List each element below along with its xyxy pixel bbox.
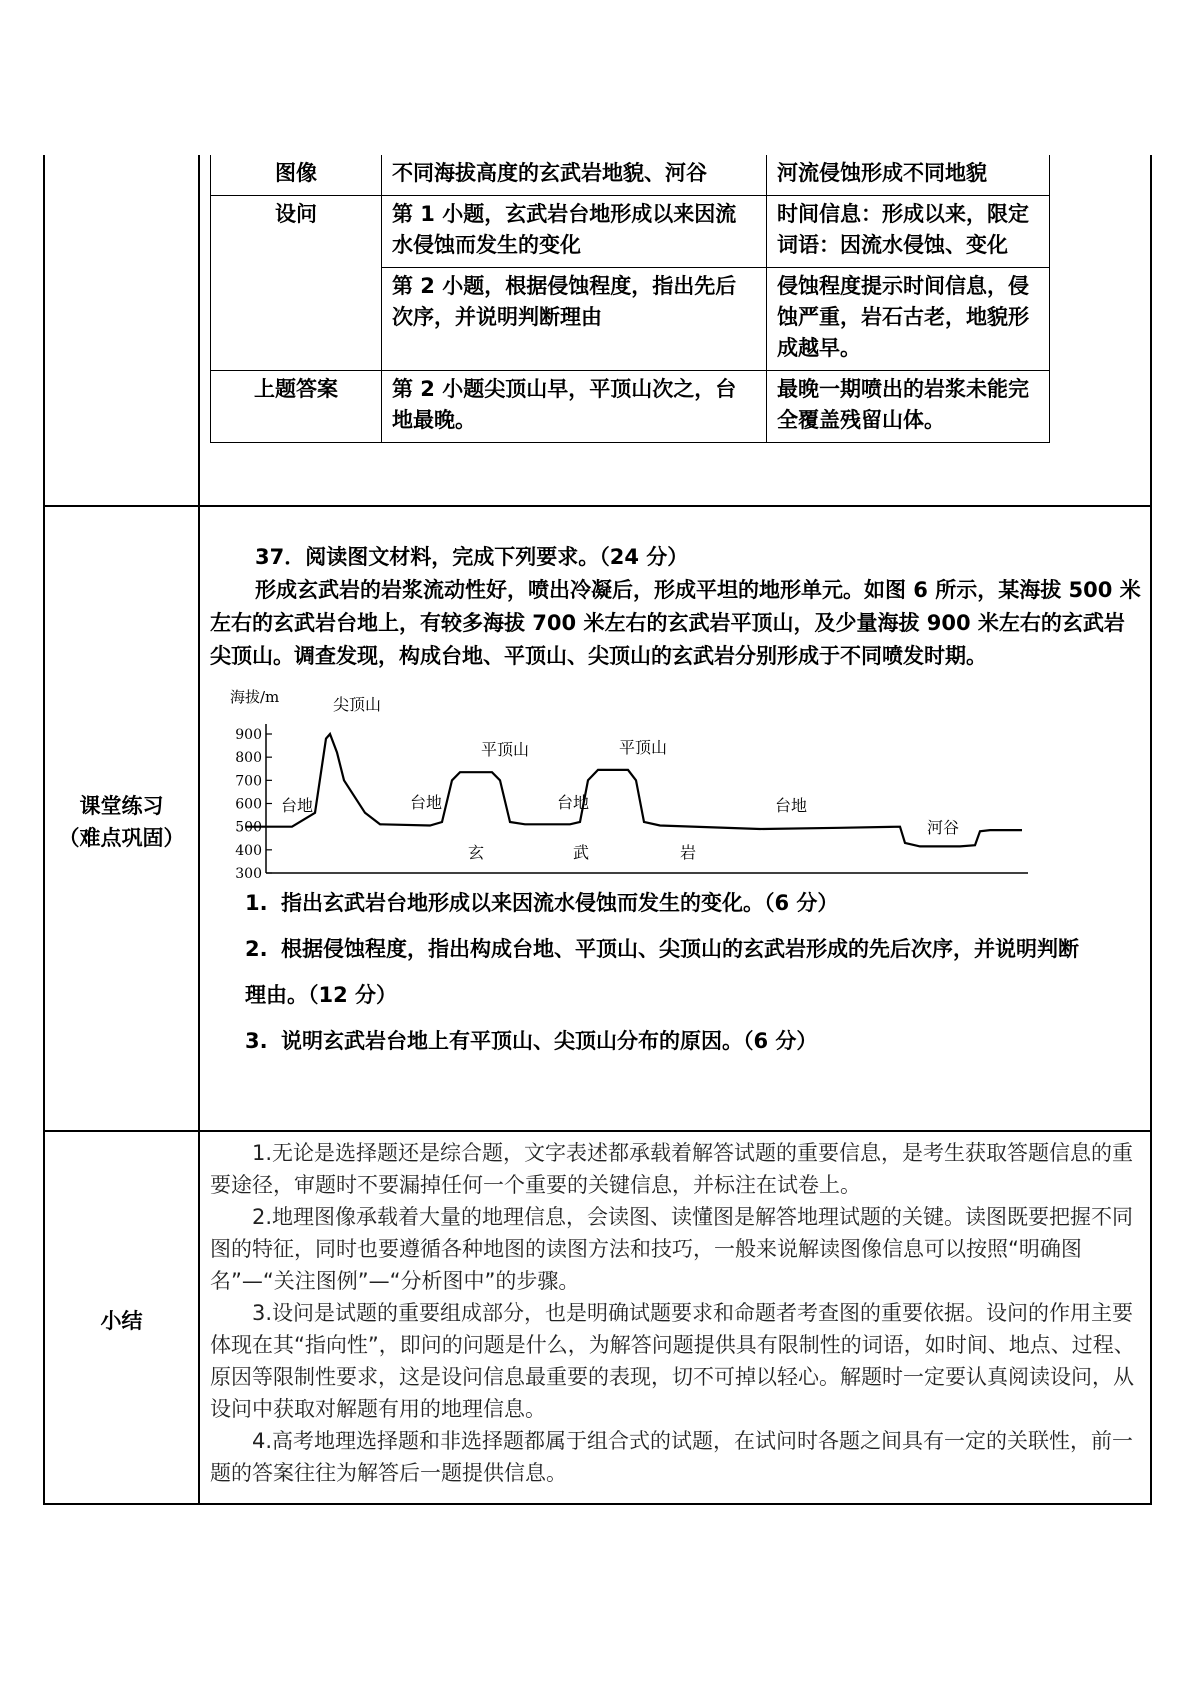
- y-axis-label: 海拔/m: [230, 688, 280, 706]
- question-title: 37．阅读图文材料，完成下列要求。（24 分）: [255, 545, 689, 569]
- y-tick-label: 400: [235, 842, 262, 859]
- question-item: [245, 1018, 1145, 1064]
- question-item: [245, 880, 1145, 926]
- label-rock-3: 岩: [680, 843, 697, 862]
- y-tick-label: 800: [235, 750, 262, 767]
- summary-paragraph: 1.无论是选择题还是综合题，文字表述都承载着解答试题的重要信息，是考生获取答题信息的重要途径，审题时不要漏掉任何一个重要的关键信息，并标注在试卷上。: [210, 1141, 1134, 1197]
- label-plateau-2: 台地: [410, 793, 443, 812]
- question-text: 指出玄武岩台地形成以来因流水侵蚀而发生的变化。（6 分）: [281, 891, 839, 915]
- y-tick-label: 500: [235, 819, 262, 836]
- label-rock-1: 玄: [468, 843, 485, 862]
- question-number: 3.: [245, 1029, 268, 1053]
- row-note: 时间信息：形成以来，限定词语：因流水侵蚀、变化: [767, 196, 1050, 268]
- label-peak: 尖顶山: [333, 695, 382, 714]
- practice-section-label: [45, 790, 198, 854]
- label-rock-2: 武: [573, 843, 590, 862]
- row-content: 第 2 小题，根据侵蚀程度，指出先后次序，并说明判断理由: [382, 268, 767, 371]
- label-plateau-1: 台地: [281, 796, 314, 815]
- label-plateau-3: 台地: [557, 793, 590, 812]
- question-text: 说明玄武岩台地上有平顶山、尖顶山分布的原因。（6 分）: [281, 1029, 818, 1053]
- label-flat-top-1: 平顶山: [481, 740, 530, 759]
- summary-content: [210, 1137, 1145, 1489]
- row-content: 第 2 小题尖顶山早，平顶山次之，台地最晚。: [382, 371, 767, 443]
- y-tick-label: 900: [235, 727, 262, 743]
- elevation-profile-chart: [220, 680, 1050, 880]
- practice-label-line-2: （难点巩固）: [58, 826, 185, 850]
- label-flat-top-2: 平顶山: [619, 738, 668, 757]
- summary-paragraph: 2.地理图像承载着大量的地理信息，会读图、读懂图是解答地理试题的关键。读图既要把握不同图的特征，同时也要遵循各种地图的读图方法和技巧，一般来说解读图像信息可以按照“明确图名”—“关注图例”—“分析图中”的步骤。: [210, 1205, 1134, 1293]
- question-continuation: 理由。（12 分）: [245, 983, 398, 1007]
- table-row: [211, 371, 1050, 443]
- question-number: 2.: [245, 937, 268, 961]
- row-divider-1: [43, 505, 1152, 507]
- practice-label-line-1: 课堂练习: [79, 794, 164, 818]
- row-label: 图像: [211, 155, 382, 196]
- column-divider: [198, 155, 200, 1505]
- row-note: 最晚一期喷出的岩浆未能完全覆盖残留山体。: [767, 371, 1050, 443]
- row-content: 不同海拔高度的玄武岩地貌、河谷: [382, 155, 767, 196]
- row-note: 侵蚀程度提示时间信息，侵蚀严重，岩石古老，地貌形成越早。: [767, 268, 1050, 371]
- question-text: 根据侵蚀程度，指出构成台地、平顶山、尖顶山的玄武岩形成的先后次序，并说明判断: [281, 937, 1079, 961]
- summary-paragraph: 4.高考地理选择题和非选择题都属于组合式的试题，在试问时各题之间具有一定的关联性，前一题的答案往往为解答后一题提供信息。: [210, 1429, 1134, 1485]
- y-tick-label: 600: [235, 796, 262, 813]
- analysis-table: [210, 155, 1050, 443]
- label-plateau-4: 台地: [775, 796, 808, 815]
- question-item: [245, 926, 1145, 972]
- table-row: [211, 155, 1050, 196]
- practice-content: [210, 540, 1145, 673]
- label-valley: 河谷: [927, 818, 960, 837]
- row-label: 设问: [211, 196, 382, 371]
- question-number: 1.: [245, 891, 268, 915]
- table-row: [211, 196, 1050, 268]
- row-divider-2: [43, 1130, 1152, 1132]
- summary-section-label: 小结: [100, 1309, 143, 1333]
- row-content: 第 1 小题，玄武岩台地形成以来因流水侵蚀而发生的变化: [382, 196, 767, 268]
- summary-paragraph: 3.设问是试题的重要组成部分，也是明确试题要求和命题者考查图的重要依据。设问的作用主要体现在其“指向性”，即问的问题是什么，为解答问题提供具有限制性的词语，如时间、地点、过程、原因等限制性要求，这是设问信息最重要的表现，切不可掉以轻心。解题时一定要认真阅读设问，从设问中获取对解题有用的地理信息。: [210, 1301, 1135, 1421]
- row-label: 上题答案: [211, 371, 382, 443]
- y-tick-label: 700: [235, 773, 262, 790]
- question-list: [245, 880, 1145, 1064]
- row-note: 河流侵蚀形成不同地貌: [767, 155, 1050, 196]
- question-material: 形成玄武岩的岩浆流动性好，喷出冷凝后，形成平坦的地形单元。如图 6 所示，某海拔 500 米左右的玄武岩台地上，有较多海拔 700 米左右的玄武岩平顶山，及少量海拔 900 米左右的玄武岩尖顶山。调查发现，构成台地、平顶山、尖顶山的玄武岩分别形成于不同喷发时期。: [210, 578, 1141, 668]
- y-tick-label: 300: [235, 866, 262, 880]
